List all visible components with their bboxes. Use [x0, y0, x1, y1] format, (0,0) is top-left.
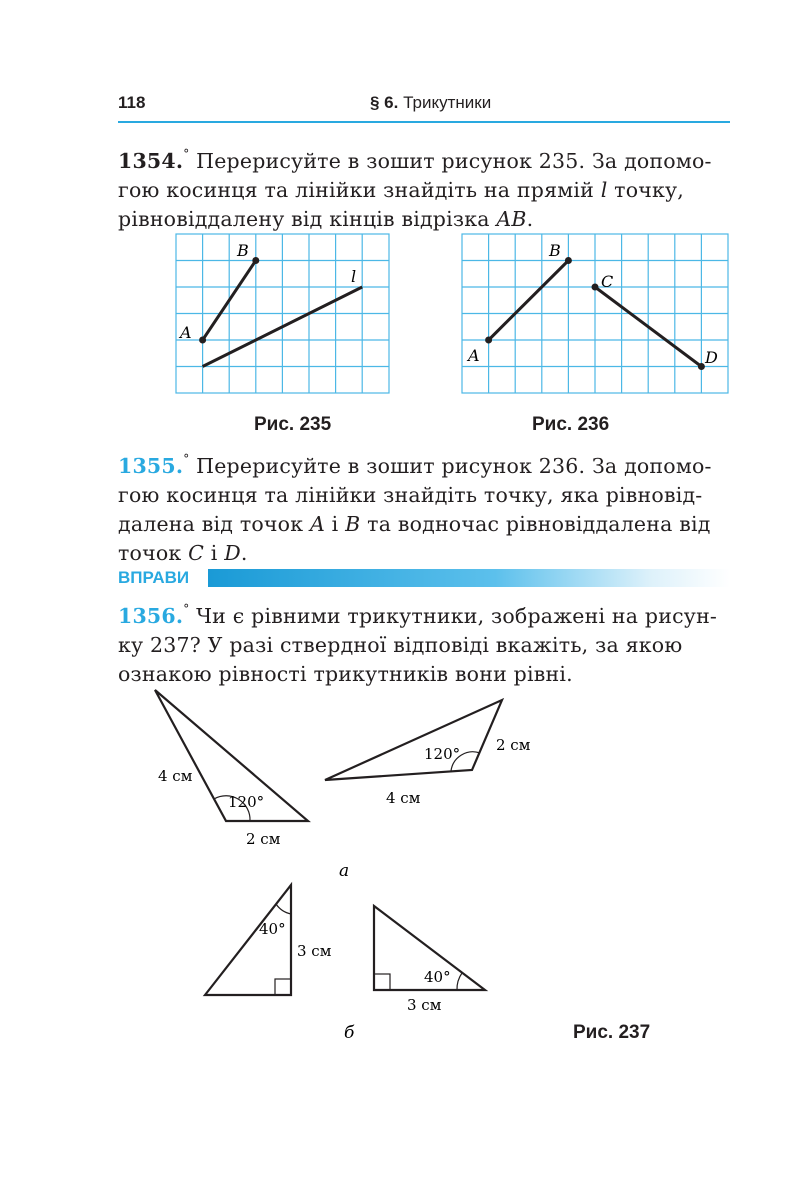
math-var: l	[600, 177, 608, 202]
task-text: Перерисуйте в зошит рисунок 236. За допомо-	[196, 453, 712, 478]
caption-fig-235: Рис. 235	[254, 414, 332, 435]
point-a	[199, 337, 206, 344]
part-a-label: а	[339, 861, 350, 881]
task-line	[118, 539, 730, 568]
task-1355	[118, 447, 730, 568]
triangle-a2	[325, 700, 531, 807]
task-text: ознакою рівності трикутників вони рівні.	[118, 661, 573, 686]
difficulty-mark: °	[183, 602, 190, 616]
part-b-label: б	[344, 1023, 355, 1043]
header-rule	[118, 121, 730, 123]
side-label: 3 см	[407, 996, 442, 1014]
segment-ab	[489, 261, 569, 341]
triangle-b1	[205, 885, 332, 995]
difficulty-mark: °	[183, 452, 190, 466]
section-label: ВПРАВИ	[118, 568, 190, 587]
task-text: .	[526, 206, 534, 231]
figure-236	[460, 232, 732, 396]
grid	[176, 234, 389, 393]
task-line	[118, 142, 730, 176]
angle-arc	[276, 904, 291, 914]
point-b	[252, 257, 259, 264]
triangle-shape	[325, 700, 502, 780]
side-label: 2 см	[496, 736, 531, 754]
right-angle-mark	[275, 979, 291, 995]
figure-235	[174, 232, 392, 396]
side-label: 4 см	[158, 767, 193, 785]
math-var: AB	[496, 206, 527, 231]
task-number: 1356.	[118, 603, 184, 628]
side-label: 3 см	[297, 942, 332, 960]
figure-237	[140, 686, 700, 1056]
point-a	[485, 337, 492, 344]
task-text: Перерисуйте в зошит рисунок 235. За допомо-	[196, 148, 712, 173]
side-label: 4 см	[386, 789, 421, 807]
label-d: D	[705, 348, 718, 367]
angle-label: 120°	[228, 793, 265, 811]
label-c: C	[601, 272, 614, 291]
angle-label: 40°	[259, 920, 286, 938]
task-text: і	[324, 511, 346, 536]
math-var: B	[345, 511, 361, 536]
math-var: C	[188, 540, 204, 565]
task-text: точку,	[607, 177, 685, 202]
task-line	[118, 176, 730, 205]
task-number: 1354.	[118, 148, 184, 173]
triangle-b2	[374, 906, 485, 1014]
task-text: гою косинця та лінійки знайдіть на прямій	[118, 177, 601, 202]
task-text: .	[240, 540, 248, 565]
task-1354	[118, 142, 730, 234]
task-line	[118, 510, 730, 539]
task-line	[118, 481, 730, 510]
math-var: D	[224, 540, 241, 565]
running-header	[370, 93, 491, 113]
task-number: 1355.	[118, 453, 184, 478]
angle-label: 40°	[424, 968, 451, 986]
right-angle-mark	[374, 974, 390, 990]
task-line	[118, 631, 730, 660]
point-b	[565, 257, 572, 264]
point-c	[592, 284, 599, 291]
task-line	[118, 597, 730, 631]
task-text: та водночас рівновіддалена від	[360, 511, 711, 536]
math-var: A	[309, 511, 325, 536]
caption-fig-237: Рис. 237	[573, 1022, 651, 1043]
task-text: ку 237? У разі ствердної відповіді вкажіть, за якою	[118, 632, 683, 657]
section-bar	[208, 569, 730, 587]
task-line	[118, 447, 730, 481]
angle-arc	[457, 973, 462, 990]
task-text: і	[204, 540, 225, 565]
task-text: гою косинця та лінійки знайдіть точку, яка рівновід-	[118, 482, 703, 507]
task-text: рівновіддалену від кінців відрізка	[118, 206, 497, 231]
grid	[462, 234, 728, 393]
page-number: 118	[118, 93, 146, 112]
label-l: l	[351, 267, 357, 286]
task-text: Чи є рівними трикутники, зображені на рисун-	[196, 603, 718, 628]
angle-label: 120°	[424, 745, 461, 763]
section-title: Трикутники	[403, 93, 492, 112]
task-line	[118, 660, 730, 689]
task-text: далена від точок	[118, 511, 310, 536]
label-a: A	[180, 323, 192, 342]
task-text: точок	[118, 540, 189, 565]
difficulty-mark: °	[183, 147, 190, 161]
point-d	[698, 363, 705, 370]
task-line	[118, 205, 730, 234]
task-1356	[118, 597, 730, 689]
caption-fig-236: Рис. 236	[532, 414, 610, 435]
side-label: 2 см	[246, 830, 281, 848]
label-b: B	[549, 241, 561, 260]
section-mark: § 6.	[370, 93, 399, 112]
triangle-a1	[155, 690, 308, 848]
label-a: A	[468, 346, 480, 365]
label-b: B	[237, 241, 249, 260]
